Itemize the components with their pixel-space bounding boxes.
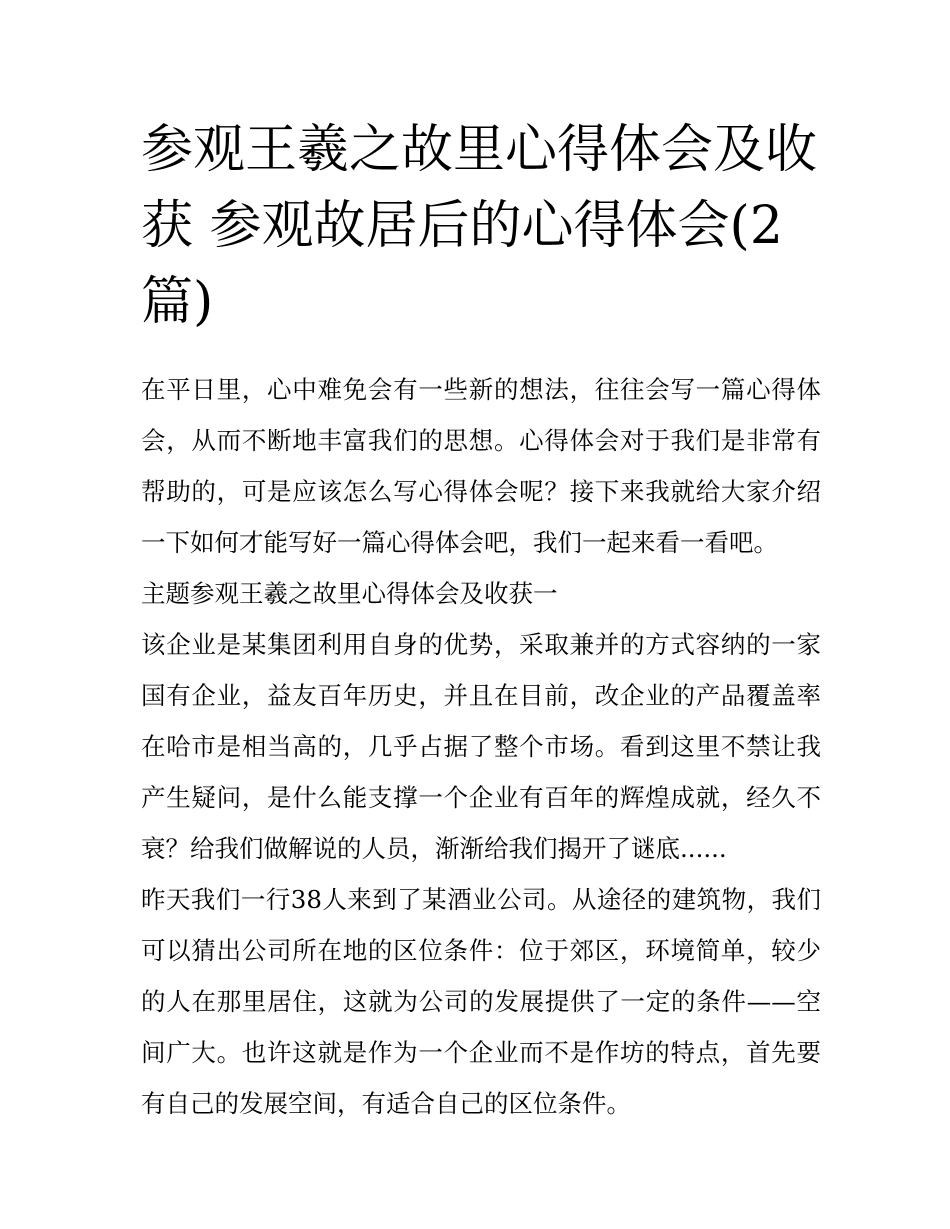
- document-page: [141, 112, 821, 1129]
- paragraph-intro: 在平日里，心中难免会有一些新的想法，往往会写一篇心得体会，从而不断地丰富我们的思想。心得体会对于我们是非常有帮助的，可是应该怎么写心得体会呢？接下来我就给大家介绍一下如何才能写好一篇心得体会吧，我们一起来看一看吧。: [141, 375, 821, 557]
- document-title: 参观王羲之故里心得体会及收获 参观故居后的心得体会(2篇): [141, 120, 818, 332]
- paragraph-subheading: 主题参观王羲之故里心得体会及收获一: [141, 579, 558, 608]
- paragraph-visit: 昨天我们一行38人来到了某酒业公司。从途径的建筑物，我们可以猜出公司所在地的区位条件：位于郊区，环境简单，较少的人在那里居住，这就为公司的发展提供了一定的条件——空间广大。也许这就是作为一个企业而不是作坊的特点，首先要有自己的发展空间，有适合自己的区位条件。: [141, 885, 821, 1118]
- document-body: [141, 364, 821, 1129]
- paragraph-enterprise: 该企业是某集团利用自身的优势，采取兼并的方式容纳的一家国有企业，益友百年历史，并且在目前，改企业的产品覆盖率在哈市是相当高的，几乎占据了整个市场。看到这里不禁让我产生疑问，是什么能支撑一个企业有百年的辉煌成就，经久不衰？给我们做解说的人员，渐渐给我们揭开了谜底......: [141, 630, 821, 863]
